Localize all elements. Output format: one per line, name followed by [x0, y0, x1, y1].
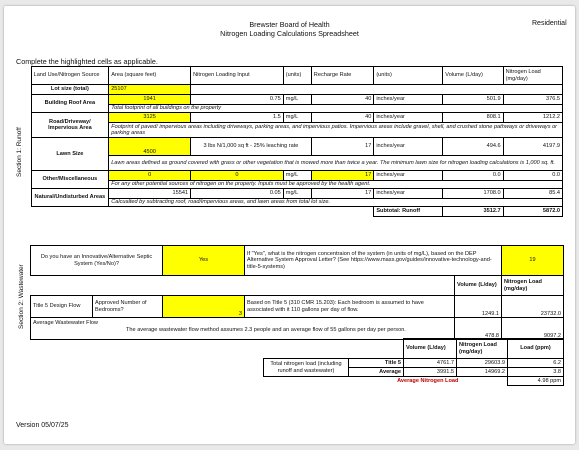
road-label: Road/Driveway/ Impervious Area	[31, 113, 109, 138]
totals-avg-volume: 3991.5	[404, 368, 457, 377]
roof-rate: 40	[311, 95, 374, 105]
sec2-spacer	[31, 276, 455, 296]
other-note: For any other potential sources of nitrogen on the property. Inputs must be approved by the health agent.	[109, 181, 563, 189]
sheet-title: Nitrogen Loading Calculations Spreadsheet	[220, 29, 359, 38]
other-rate-unit: inches/year	[374, 171, 443, 181]
roof-load: 376.5	[503, 95, 562, 105]
avg-n-spacer	[264, 377, 349, 386]
other-area-input[interactable]: 0	[109, 171, 191, 181]
org-name: Brewster Board of Health	[249, 20, 330, 29]
sec2-col-volume: Volume (L/day)	[455, 276, 502, 296]
totals-col-load: Nitrogen Load (mg/day)	[457, 339, 508, 359]
lawn-note: Lawn areas defined as ground covered with grass or other vegetation that is mowed more than twice a year. The minimum lawn size for nitrogen loading calculations is 1,000 sq. ft.	[109, 156, 563, 171]
col-input: Nitrogen Loading Input	[191, 67, 284, 85]
natural-label: Natural/Undisturbed Areas	[31, 189, 109, 207]
roof-note: Total footprint of all buildings on the property	[109, 105, 563, 113]
totals-table	[263, 338, 564, 386]
bedrooms-input[interactable]: 3	[163, 296, 245, 318]
t5-label: Title 5 Design Flow	[31, 296, 93, 318]
col-volume: Volume (L/day)	[443, 67, 503, 85]
totals-col-ppm: Load (ppm)	[508, 339, 564, 359]
lawn-rate-unit: inches/year	[374, 138, 443, 156]
subtotal-load: 5872.0	[503, 207, 562, 217]
other-rate-input[interactable]: 17	[311, 171, 374, 181]
totals-col-volume: Volume (L/day)	[404, 339, 457, 359]
other-volume: 0.0	[443, 171, 503, 181]
avg-n-label: Average Nitrogen Load	[397, 378, 459, 385]
totals-avg-label: Average	[349, 368, 404, 377]
wastewater-table	[30, 245, 564, 340]
road-load: 1212.2	[503, 113, 562, 123]
road-rate: 40	[311, 113, 374, 123]
natural-unit: mg/L	[283, 189, 311, 199]
t5-volume: 1249.1	[455, 296, 502, 318]
natural-load: 85.4	[503, 189, 562, 199]
runoff-table	[16, 66, 563, 217]
totals-avg-load: 14969.2	[457, 368, 508, 377]
property-type: Residential	[532, 20, 567, 27]
other-load: 0.0	[503, 171, 562, 181]
totals-t5-volume: 4761.7	[404, 359, 457, 368]
lawn-load: 4197.9	[503, 138, 562, 156]
lot-size-blank	[191, 85, 563, 95]
col-units2: (units)	[374, 67, 443, 85]
road-input: 1.5	[191, 113, 284, 123]
totals-t5-label: Title 5	[349, 359, 404, 368]
totals-t5-ppm: 6.2	[508, 359, 564, 368]
instruction-text: Complete the highlighted cells as applicable.	[16, 57, 158, 66]
bedrooms-label: Approved Number of Bedrooms?	[93, 296, 163, 318]
roof-volume: 501.9	[443, 95, 503, 105]
lawn-label: Lawn Size	[31, 138, 109, 171]
road-rate-unit: inches/year	[374, 113, 443, 123]
totals-spacer	[264, 339, 404, 359]
road-note: Footprint of paved/ impervious areas including driveways, parking areas, and impervious patios. Impervious areas include gravel, shell, and crushed stone pathways or driveways or parking areas	[109, 123, 563, 138]
natural-input: 0.05	[191, 189, 284, 199]
totals-t5-load: 29603.9	[457, 359, 508, 368]
concentration-input[interactable]: 19	[502, 246, 564, 276]
ia-if-yes: If "Yes", what is the nitrogen concentraion of the system (in units of mg/L), based on the DEP Alternative System Approval Letter? (See https://www.mass.gov/guides/innovative-technology-and-title-5-systems)	[245, 246, 502, 276]
natural-rate: 17	[311, 189, 374, 199]
col-load: Nitrogen Load (mg/day)	[503, 67, 562, 85]
avg-row	[31, 318, 455, 340]
avg-label: Average Wastewater Flow	[33, 320, 98, 326]
natural-volume: 1708.0	[443, 189, 503, 199]
subtotal-volume: 3512.7	[443, 207, 503, 217]
roof-input: 0.75	[191, 95, 284, 105]
natural-note: Calcualted by subtracting roof, road/impervious areas, and lawn areas from total lot size.	[109, 199, 563, 207]
avg-load: 9097.2	[502, 318, 564, 340]
roof-rate-unit: inches/year	[374, 95, 443, 105]
col-units1: (units)	[283, 67, 311, 85]
lawn-area-input[interactable]: 4500	[109, 138, 191, 156]
lot-size-input[interactable]: 25107	[109, 85, 191, 95]
roof-unit: mg/L	[283, 95, 311, 105]
col-area: Area (square feet)	[109, 67, 191, 85]
subtotal-label: Subtotal: Runoff	[374, 207, 443, 217]
totals-label: Total nitrogen load (including runoff and wastewater)	[264, 359, 349, 377]
road-unit: mg/L	[283, 113, 311, 123]
lot-size-label: Lot size (total)	[31, 85, 109, 95]
other-input-field[interactable]: 0	[191, 171, 284, 181]
ia-question: Do you have an Innovative/Alternative Septic System (Yes/No)?	[31, 246, 163, 276]
natural-rate-unit: inches/year	[374, 189, 443, 199]
ia-answer-input[interactable]: Yes	[163, 246, 245, 276]
section2-label: Section 2: Wastewater	[18, 264, 25, 329]
section1-label: Section 1: Runoff	[16, 126, 23, 177]
road-area-input[interactable]: 3125	[109, 113, 191, 123]
lawn-volume: 494.6	[443, 138, 503, 156]
avg-volume: 478.8	[455, 318, 502, 340]
version-text: Version 05/07/25	[16, 422, 69, 429]
t5-load: 23732.0	[502, 296, 564, 318]
lawn-input: 3 lbs N/1,000 sq ft - 25% leaching rate	[191, 138, 312, 156]
totals-avg-ppm: 3.8	[508, 368, 564, 377]
sec2-col-load: Nitrogen Load (mg/day)	[502, 276, 564, 296]
other-unit: mg/L	[283, 171, 311, 181]
road-volume: 808.1	[443, 113, 503, 123]
other-label: Other/Miscellaneous	[31, 171, 109, 189]
document-page	[4, 6, 575, 444]
avg-n-value: 4.98 ppm	[508, 377, 564, 386]
natural-area: 15541	[109, 189, 191, 199]
section1-label-cell	[16, 67, 31, 217]
subtotal-spacer	[31, 207, 374, 217]
roof-area-input[interactable]: 1941	[109, 95, 191, 105]
t5-note: Based on Title 5 (310 CMR 15.203): Each bedroom is assumed to have associated with it 110 gallons per day of flow.	[245, 296, 455, 318]
avg-note: The average wastewater flow method assumes 2.3 people and an average flow of 55 gallons per day per person.	[126, 327, 406, 333]
col-recharge: Recharge Rate	[311, 67, 374, 85]
col-source: Land Use/Nitrogen Source	[31, 67, 109, 85]
roof-label: Building Roof Area	[31, 95, 109, 113]
lawn-rate: 17	[311, 138, 374, 156]
